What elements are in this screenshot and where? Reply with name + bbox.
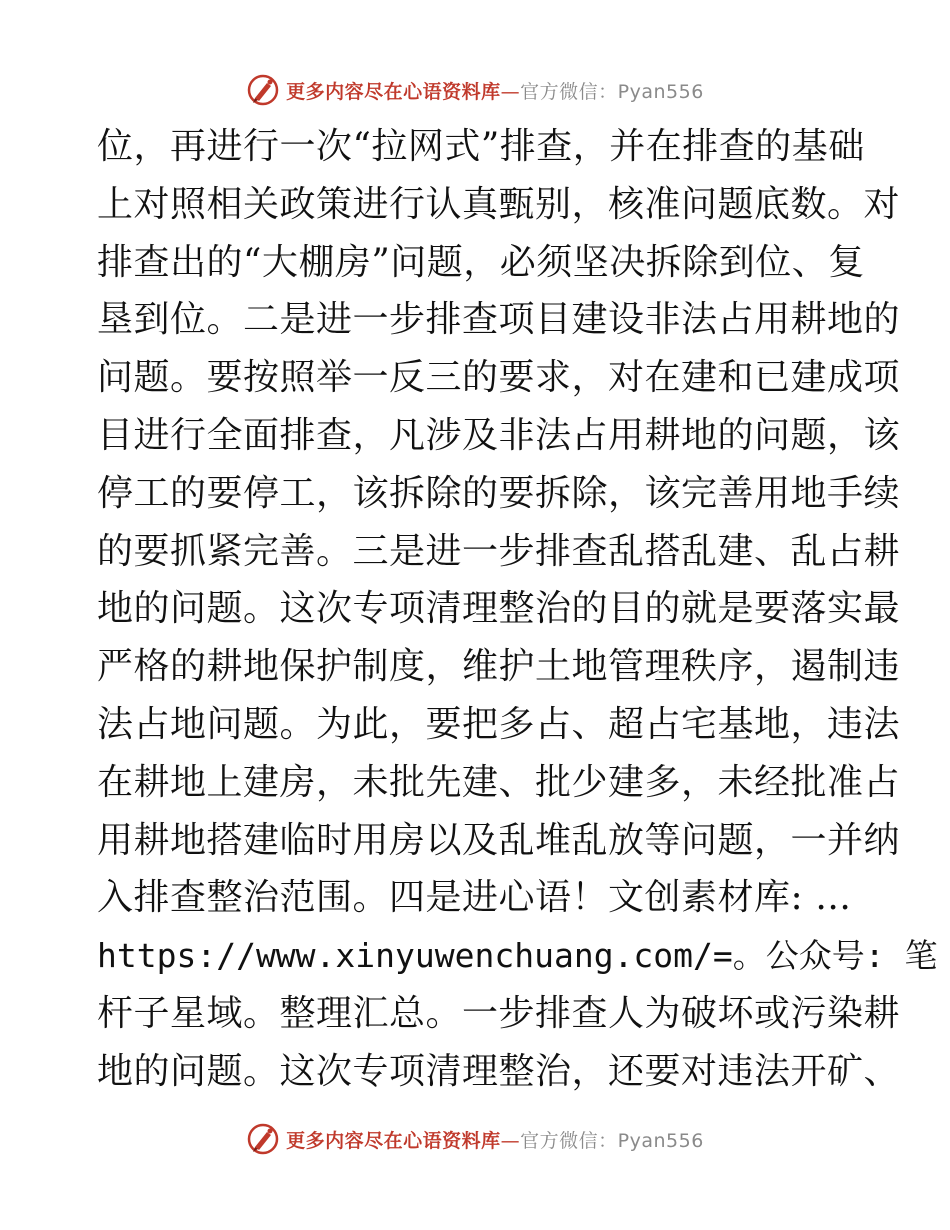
body-line: 垦到位。二是进一步排查项目建设非法占用耕地的: [97, 299, 901, 341]
body-line: 杆子星域。整理汇总。一步排查人为破坏或污染耕: [97, 992, 901, 1034]
footer-brand-main: 更多内容尽在心语资料库: [286, 1129, 501, 1152]
body-line: 入排查整治范围。四是进心语！文创素材库: …: [97, 877, 852, 919]
header-brand: [286, 77, 704, 104]
body-line: 问题。要按照举一反三的要求，对在建和已建成项: [97, 357, 901, 399]
body-line: 位，再进行一次“拉网式”排查，并在排查的基础: [97, 126, 865, 167]
body-line: 地的问题。这次专项清理整治，还要对违法开矿、: [97, 1050, 901, 1092]
footer-brand-dash: —: [500, 1129, 521, 1152]
body-line: 排查出的“大棚房”问题，必须坚决拆除到位、复: [97, 241, 865, 283]
body-line: 的要抓紧完善。三是进一步排查乱搭乱建、乱占耕: [97, 530, 901, 572]
footer-brand: [286, 1126, 704, 1153]
body-line-url[interactable]: https://www.xinyuwenchuang.com/=。公众号: 笔: [97, 936, 938, 976]
header-brand-main: 更多内容尽在心语资料库: [286, 80, 501, 103]
page-footer: [0, 1117, 950, 1161]
pen-logo-icon: [246, 73, 280, 107]
pen-logo-icon: [246, 1122, 280, 1156]
body-line: 法占地问题。为此，要把多占、超占宅基地，违法: [97, 703, 901, 745]
body-line: 地的问题。这次专项清理整治的目的就是要落实最: [97, 588, 901, 630]
page-header: [0, 68, 950, 112]
body-line: 严格的耕地保护制度，维护土地管理秩序，遏制违: [97, 646, 901, 688]
body-line: 在耕地上建房，未批先建、批少建多，未经批准占: [97, 761, 901, 803]
body-line: 停工的要停工，该拆除的要拆除，该完善用地手续: [97, 472, 901, 514]
body-line: 上对照相关政策进行认真甄别，核准问题底数。对: [97, 183, 901, 225]
body-line: 用耕地搭建临时用房以及乱堆乱放等问题，一并纳: [97, 819, 901, 861]
header-brand-suffix: 官方微信：Pyan556: [520, 80, 704, 103]
body-line: 目进行全面排查，凡涉及非法占用耕地的问题，该: [97, 414, 901, 456]
header-brand-dash: —: [500, 80, 521, 103]
document-body: [97, 118, 938, 1101]
footer-brand-suffix: 官方微信：Pyan556: [520, 1129, 704, 1152]
